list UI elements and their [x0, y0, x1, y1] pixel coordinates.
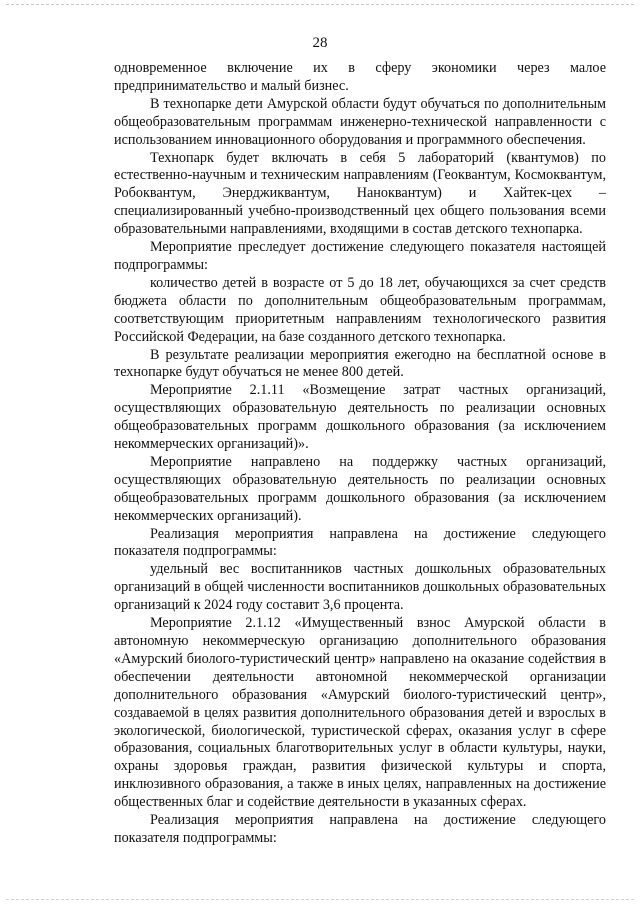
paragraph: количество детей в возрасте от 5 до 18 лет, обучающихся за счет средств бюджета области по дополнительным общеобразовательным программам, соответствующим приоритетным направлениям технологического развития Российской Федерации, на базе созданного детского технопарка. — [114, 274, 606, 345]
paragraph: удельный вес воспитанников частных дошкольных образовательных организаций в общей численности воспитанников дошкольных образовательных организаций к 2024 году составит 3,6 процента. — [114, 561, 606, 614]
paragraph: Мероприятие направлено на поддержку частных организаций, осуществляющих образовательную деятельность по реализации основных общеобразовательных программ дошкольного образования (за исключением некоммерческих организаций). — [114, 453, 606, 524]
page-number: 28 — [312, 35, 328, 51]
paragraph: Мероприятие 2.1.11 «Возмещение затрат частных организаций, осуществляющих образовательную деятельность по реализации основных общеобразовательных программ дошкольного образования (за исключением некоммерческих организаций)». — [114, 382, 606, 453]
paragraph: Мероприятие преследует достижение следующего показателя настоящей подпрограммы: — [114, 239, 606, 273]
body-text — [114, 60, 606, 848]
paragraph: Технопарк будет включать в себя 5 лабораторий (квантумов) по естественно-научным и техническим направлениям (Геоквантум, Космоквантум, Робоквантум, Энерджиквантум, Наноквантум) и Хайтек-цех – специализированный учебно-производственный цех общего пользования всеми образовательными направлениями, входящими в состав детского технопарка. — [114, 149, 606, 238]
paragraph: одновременное включение их в сферу экономики через малое предпринимательство и малый бизнес. — [114, 60, 606, 94]
paragraph: Мероприятие 2.1.12 «Имущественный взнос Амурской области в автономную некоммерческую организацию дополнительного образования «Амурский биолого-туристический центр» направлено на оказание содействия в обеспечении деятельности автономной некоммерческой организации дополнительного образования «Амурский биолого-туристический центр», создаваемой в целях развития дополнительного образования детей и взрослых в экологической, биологической, туристической сферах, оказания услуг в сфере образования, социальных благотворительных услуг в области культуры, науки, охраны здоровья граждан, развития физической культуры и спорта, инклюзивного образования, а также в иных целях, направленных на достижение общественных благ и содействие деятельности в указанных сферах. — [114, 615, 606, 811]
paragraph: В технопарке дети Амурской области будут обучаться по дополнительным общеобразовательным программам инженерно-технической направленности с использованием инновационного оборудования и программного обеспечения. — [114, 95, 606, 148]
paragraph: Реализация мероприятия направлена на достижение следующего показателя подпрограммы: — [114, 525, 606, 560]
scan-top-edge — [6, 4, 634, 5]
scan-bottom-edge — [6, 899, 634, 900]
paragraph: Реализация мероприятия направлена на достижение следующего показателя подпрограммы: — [114, 812, 606, 846]
paragraph: В результате реализации мероприятия ежегодно на бесплатной основе в технопарке будут обучаться не менее 800 детей. — [114, 346, 606, 381]
